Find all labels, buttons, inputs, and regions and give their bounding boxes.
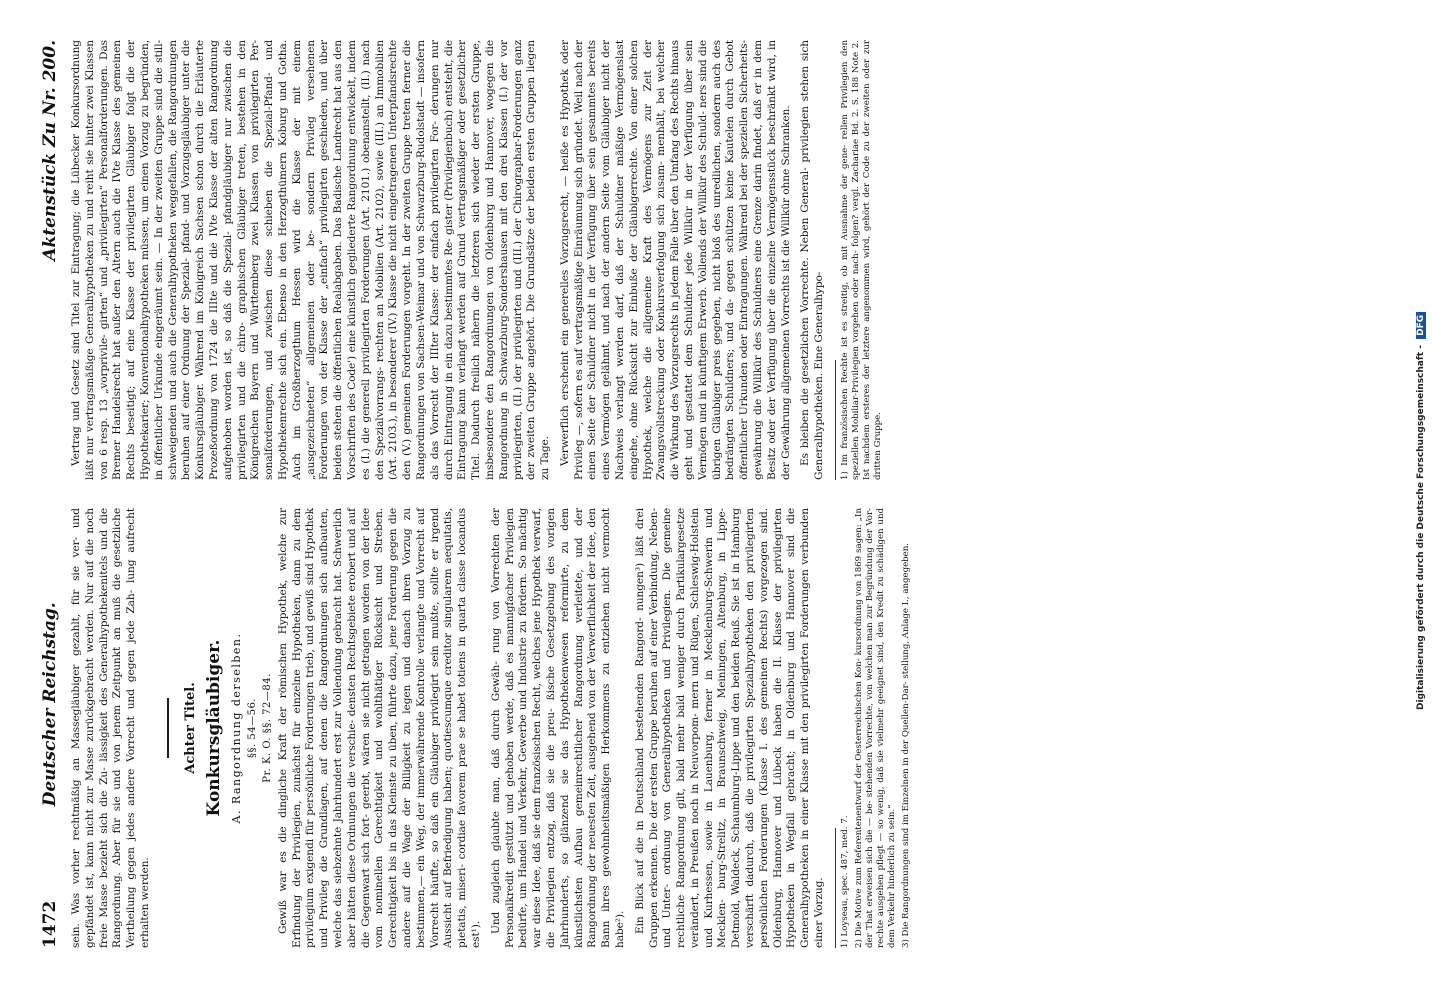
page-number: 1472 xyxy=(40,900,60,948)
footnote-rule xyxy=(835,828,836,948)
code-ref: Pr. K. O. §§. 72—84. xyxy=(261,673,273,783)
paragraph: Verwerflich erscheint ein generelles Vorzugsrecht, — heiße es Hypothek oder Privileg —, sofern es auf vertragsmäßige Einräumung sich gründet. Weil nach der einen Seite der Schuldner nicht in der Verfügung über sein gesammtes bereits eines Vermögen gelähmt, und nach der andern Seite vom Gläubiger nicht der Nachweis verlangt werden darf, daß der Schuldner mäßige Vermögenslast eingehe, ohne Rücksicht zur Einbuße der Gläubigerrechte. Von einer solchen Hypothek, welche die allgemeine Kraft des Vermögens zur Zeit der Zwangsvollstreckung oder Konkursverfolgung sich zusam- menhält, bei welcher die Wirkung des Vorzugsrechts in jedem Falle über den Umfang des Rechts hinaus geht und gestattet dem Schuldner jede Willkür in der Verfügung über sein Vermögen und in künftigem Erwerb. Vollends der Willkür des Schuld- ners sind die übrigen Gläubiger preis gegeben, nicht bloß des unredlichen, sondern auch des bedrängten Schuldners; und da- gegen schützen keine Kautelen durch Gebot öffentlicher Urkunden oder Eintragungen. Während bei der speziellen Sicherheits- gewährung die Willkür des Schuldners eine Grenze darin findet, daß er in dem Besitz oder der Verfügung über die einzelne Vermögensstück beschränkt wird, in der Gewährung allgemeinen Vorrechts ist die Willkür ohne Schranken. xyxy=(558,40,792,480)
footnote: 1) Loyseau, spec. 487, med. 7. xyxy=(839,815,850,948)
footnote: 3) Die Rangordnungen sind im Einzelnen in der Quellen-Dar- stellung, Anlage I., angegeben. xyxy=(900,542,911,948)
digitization-credit xyxy=(1416,250,1430,710)
right-column xyxy=(40,40,887,480)
paragraph: Und zugleich glaubte man, daß durch Gewäh- rung von Vorrechten der Personalkredit gestützt und gehoben werde, daß es mannigfacher Privilegien bedürfe, um Handel und Verkehr, Gewerbe und Industrie zu fördern. So mächtig war diese Idee, daß sie dem französischen Recht, welches jene Hypothek verwarf, die Privilegien entzog, daß sie die preu- ßische Gesetzgebung des vorigen Jahrhunderts, so glänzend sie das Hypothekenwesen reformirte, zu dem künstlichsten Aufbau gemeinrechtlicher Rangordnung verleitete, und der Rangordnung der neuesten Zeit, ausgehend von der Verwerflichkeit der Idee, den Bann ihres gewohnheitsmäßigen Herkommens zu entziehen nicht vermocht habe²). xyxy=(489,508,626,948)
right-head-title: Aktenstück Zu Nr. 200. xyxy=(40,40,60,261)
divider xyxy=(167,698,169,758)
paragraph: Vertrag und Gesetz sind Titel zur Eintragung; die Lübecker Konkursordnung läßt nur vertragsmäßige Generalhypotheken zu und reiht sie hinter zwei Klassen von 6 resp. 13 „vorprivile- girten“ und „privilegirten“ Personalforderungen. Das Bremer Handelsrecht hat außer den Altern auch die IVte Klasse des gemeinen Rechts beseitigt; auf eine Klasse der privilegirten Gläubiger folgt die der Hypothekarier; Konventionalhypotheken müssen, um einen Vorzug zu begründen, in öffentlicher Urkunde eingeräumt sein. — In der zweiten Gruppe sind die still- schweigenden und auch die Generalhypotheken weggefallen, die Rangordnungen beruhen auf einer Ordnung der Spezial- pfand- und Vorzugsgläubiger unter die Konkursgläubiger. Während im Königreich Sachsen schon durch die Erläuterte Prozeßordnung von 1724 die IIIte und die IVte Klasse der alten Rangordnung aufgehoben worden ist, so daß die Spezial- pfandgläubiger nur zwischen die privilegirten und die chiro- graphischen Gläubiger treten, bestehen in den Königreichen Bayern und Württemberg zwei Klassen von privilegirten Per- sonalforderungen, und zwischen diese schieben die Spezial-Pfand- und Hypothekenrechte sich ein. Ebenso in den Herzogthümern Koburg und Gotha. Auch im Großherzogthum Hessen wird die Klasse der mit einem „ausgezeichneten“ allgemeinen oder be- sondern Privileg versehenen Forderungen von der Klasse der „einfach“ privilegirten geschieden, und über beiden stehen die öffentlichen Realabgaben. Das Badische Landrecht hat aus den Vorschriften des Code') eine künstlich gegliederte Rangordnung entwickelt, indem es (I.) die generell privilegirten Forderungen (Art. 2101.) obenanstellt, (II.) nach den Spezialvorrangs- rechten an Mobilien (Art. 2102), sowie (III.) an Immobilien (Art. 2103.), in besonderer (IV.) Klasse die nicht eingetragenen Unterpfandsrechte den (V.) gemeinen Forderungen vorgeht. In der zweiten Gruppe treten ferner die Rangordnungen von Sachsen-Weimar und von Schwarzburg-Rudolstadt — insofern als das Vorrecht der IIIter Klasse: der einfach privilegirten For- derungen nur durch Eintragung in ein dazu bestimmtes Re- gister (Privilegienbuch) entsteht, die Eintragung kann verlangt werden auf Grund vertragsmäßiger oder gesetzlicher Titel. Dadurch freilich nähern die letzteren sich wieder der ersten Gruppe, insbesondere den Rangordnungen von Oldenburg und Hannover, wogegen die Rangordnung in Schwarzburg-Sondershausen mit den drei Klassen (I.) der vor privilegirten, (II.) der privilegirten und (III.) der Chirographar-Forderungen ganz der zweiten Gruppe angehört. Die Grundsätze der beiden ersten Gruppen liegen zu Tage. xyxy=(70,40,552,480)
running-head-title: Deutscher Reichstag. xyxy=(40,602,60,807)
running-header-left xyxy=(40,508,60,948)
credit-text: Digitalisierung gefördert durch die Deutsche Forschungsgemeinschaft - xyxy=(1416,345,1426,710)
footnote: 1) Im französischen Rechte ist es streitig, ob mit Ausnahme der gene- rellen Privilegien den speziellen Mobiliar-Privilegien vorgehen oder nach- folgen? vergl. Zachariae Bd. 2. S. 188 Note 2. Ist nachdem ersteres der letztere angenommen wird, gehört der Code zu der zweiten oder zur dritten Gruppe. xyxy=(840,40,884,480)
running-header-right xyxy=(40,40,60,480)
footnote: 2) Die Motive zum Referentenentwurf der Oesterreichischen Kon- kursordnung von 1869 sagen: „In der That erweisen sich die — be- stehenden Vorrechte, von welchen man zur Begründung der Vor- rechte ausgehen pflegt — so wenig, daß sie vielmehr geeignet sind, den Kredit zu schädigen und dem Verkehr hinderlich zu sein.“ xyxy=(853,508,897,948)
footnote-rule xyxy=(835,360,836,480)
title-main: Achter Titel. xyxy=(182,682,198,774)
paragraph: Ein Blick auf die in Deutschland bestehenden Rangord- nungen³) läßt drei Gruppen erkennen. Die der ersten Gruppe beruhen auf einer Verbindung, Neben- und Unter- ordnung von Generalhypotheken und Privilegien. Die gemeine rechtliche Rangordnung gilt, bald mehr bald weniger durch Partikulargesetze verändert, in Preußen noch in Neuvorpom- mern und Rügen, Schleswig-Holstein und Kurhessen, sowie in Lauenburg, ferner in Mecklenburg-Schwerin und Mecklen- burg-Strelitz, in Braunschweig, Meiningen, Altenburg, in Lippe- Detmold, Waldeck, Schaumburg-Lippe und den beiden Reuß. Sie ist in Hamburg verschärft dadurch, daß die privilegirten Spezialhypotheken den privilegirten persönlichen Forderungen (Klasse I. des gemeinen Rechts) vorgezogen sind. Oldenburg, Hannover und Lübeck haben die II. Klasse der privilegirten Hypotheken in Wegfall gebracht; in Oldenburg und Hannover sind die Generalhypotheken in einer Klasse mit den privilegirten Forderungen verbunden einer Vorzug. xyxy=(633,508,826,948)
paragraph: Es bleiben die gesetzlichen Vorrechte. Neben General- privilegien stehen sich Generalhypotheken. Eine Generalhypo- xyxy=(799,40,826,480)
dfg-badge: DFG xyxy=(1416,312,1426,339)
left-column xyxy=(40,508,915,948)
title-big: Konkursgläubiger. xyxy=(203,639,224,817)
paragraph: sein. Was vorher rechtmäßig an Massegläubiger gezahlt, für sie ver- und gepfändet ist, kann nicht zur Masse zurückgebracht werden. Nur auf die noch freie Masse bezieht sich die Zu- lässigkeit des Generalhypothekenitels und die Rangordnung. Aber für sie und von jenem Zeitpunkt an muß die gesetzliche Vertheilung gegen jedes andere Vorrecht und gegen jede Zah- lung aufrecht erhalten werden. xyxy=(70,508,151,948)
paragraph: Gewiß war es die dingliche Kraft der römischen Hypothek, welche zur Erfindung der Privilegien, zunächst für einzelne Hypotheken, dann zu dem privilegium exigendi für persönliche Forderungen trieb, und gewiß sind Hypothek und Privileg die Grundlagen, auf denen die Rangordnungen sich aufbauten, welche das siebzehnte Jahrhundert erst zur Vollendung gebracht hat. Schwerlich aber hätten diese Ordnungen die verschie- densten Rechtsgebiete erobert und auf die Gegenwart sich fort- geerbt, wären sie nicht getragen worden von der Idee vom nominellen Gerechtigkeit und wohlthätiger Rücksicht und Streben. Gerechtigkeit bis in das Kleinste zu üben, führte dazu, jene Forderung gegen die andere auf die Wage der Billigkeit zu legen und danach ihren Vorzug zu bestimmen,— ein Weg, der immerwährende Kontrolle verlangte und Vorrecht auf Vorrecht häufte, so daß ein Gläubiger privilegirt sein mußte, sollte er irgend Aussicht auf Befriedigung haben; quotiescumque creditor singularem aequitatis, pietatis, miseri- cordiae favorem prae se habet totiens in quarta classe locandus est¹). xyxy=(276,508,482,948)
paragraph-ref: §§. 54—56. xyxy=(246,698,258,758)
section-heading: A. Rangordnung derselben. xyxy=(229,632,243,824)
